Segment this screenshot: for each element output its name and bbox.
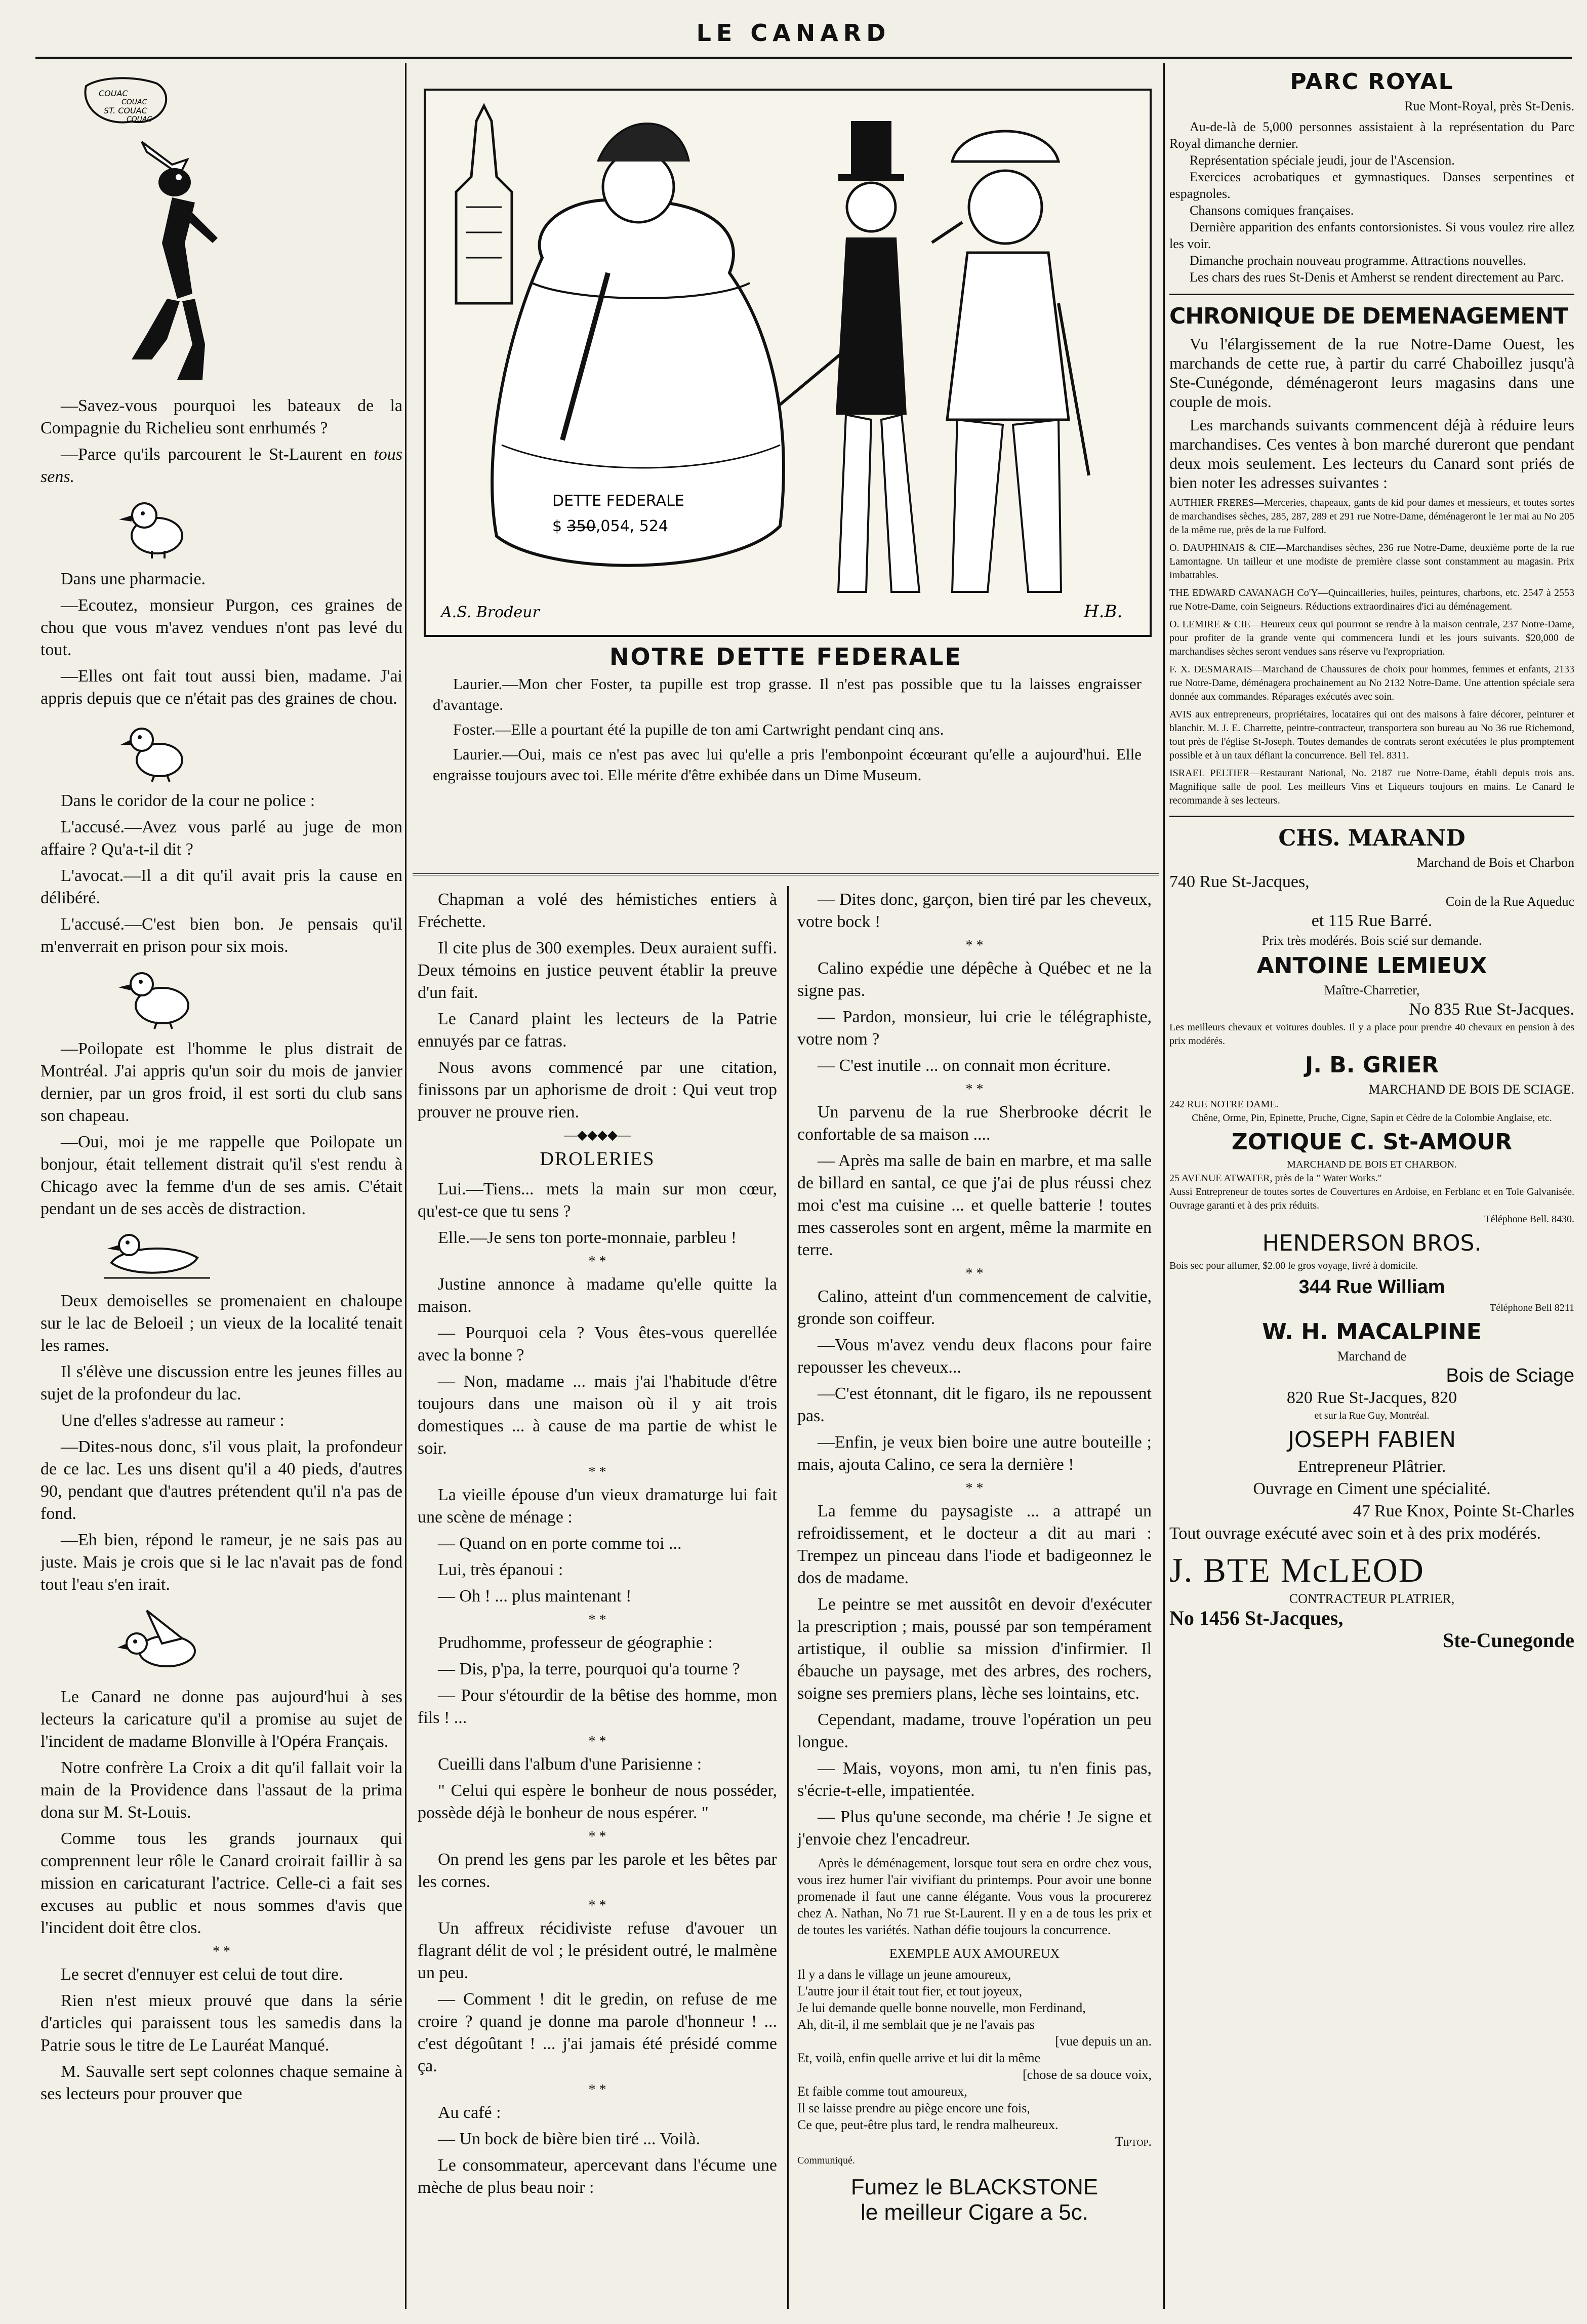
- right-sub-column: [797, 889, 1152, 2309]
- ad-line: 740 Rue St-Jacques,: [1169, 872, 1310, 891]
- ad-line: Dernière apparition des enfants contorsionistes. Si vous voulez rire allez les voir.: [1169, 220, 1574, 251]
- lemieux-ad: [1169, 953, 1574, 1048]
- separator-stars: * *: [588, 1898, 606, 1913]
- story-line: " Celui qui espère le bonheur de nous posséder, possède déjà le bonheur de nous espérer. ": [418, 1781, 777, 1822]
- poem-line: [chose de sa douce voix,: [1023, 2067, 1152, 2082]
- merchant-entry: ISRAEL PELTIER—Restaurant National, No. 2187 rue Notre-Dame, établi depuis trois ans. Magnifique salle de pool. Les meilleurs Vins et Liqueurs toujours en mains. Le Canard le recommande à ses lecteurs.: [1169, 768, 1574, 806]
- merchant-entry: O. LEMIRE & CIE—Heureux ceux qui pourront se rendre à la maison centrale, 237 Notre-Dame, pour profiter de la grande vente qui commencera lundi et les jours suivants. $20,000 de marchandises sèches seront vendues sans réserve vu l'expropriation.: [1169, 619, 1574, 657]
- story-line: M. Sauvalle sert sept colonnes chaque semaine à ses lecteurs pour prouver que: [40, 2062, 402, 2103]
- story-line: Elle.—Je sens ton porte-monnaie, parbleu !: [438, 1228, 737, 1247]
- communique-label: Communiqué.: [797, 2155, 855, 2166]
- merchant-entry: AUTHIER FRERES—Merceries, chapeaux, gants de kid pour dames et messieurs, et toutes sortes de marchandises sèches, 285, 287, 289 et 291 rue Notre-Dame, déménageront le 1er mai au No 205 de la même rue, près de la rue Fulford.: [1169, 497, 1574, 536]
- ad-heading: ANTOINE LEMIEUX: [1256, 953, 1487, 979]
- ad-line: 344 Rue William: [1298, 1276, 1445, 1298]
- ad-line: Aussi Entrepreneur de toutes sortes de Couvertures en Ardoise, en Ferblanc et en Tole Galvanisée. Ouvrage garanti et à des prix réduits.: [1169, 1186, 1574, 1211]
- ad-line: MARCHAND DE BOIS ET CHARBON.: [1287, 1159, 1457, 1170]
- masthead-rule: [35, 57, 1572, 59]
- macalpine-ad: [1169, 1319, 1574, 1423]
- story-line: —Enfin, je veux bien boire une autre bouteille ; mais, ajouta Calino, ce sera la dernière !: [797, 1433, 1152, 1474]
- separator-stars: * *: [213, 1944, 230, 1959]
- mcleod-ad: [1169, 1550, 1574, 1652]
- story-line: Justine annonce à madame qu'elle quitte la maison.: [418, 1275, 777, 1316]
- story-line: Chapman a volé des hémistiches entiers à Fréchette.: [418, 890, 777, 931]
- ad-line: Téléphone Bell 8211: [1490, 1302, 1574, 1313]
- ad-heading: HENDERSON BROS.: [1262, 1230, 1482, 1256]
- pharmacie-story: [40, 568, 402, 710]
- poem-line: Je lui demande quelle bonne nouvelle, mon Ferdinand,: [797, 2000, 1086, 2015]
- story-line: La vieille épouse d'un vieux dramaturge lui fait une scène de ménage :: [418, 1486, 777, 1527]
- ornament-divider: —◆◆◆◆—: [564, 1128, 631, 1142]
- story-line: Le consommateur, apercevant dans l'écume une mèche de plus beau noir :: [418, 2156, 777, 2197]
- story-line: Le Canard plaint les lecteurs de la Patrie ennuyés par ce fatras.: [418, 1010, 777, 1051]
- ad-line: et 115 Rue Barré.: [1311, 911, 1433, 930]
- separator-stars: * *: [588, 1734, 606, 1749]
- story-line: —Vous m'avez vendu deux flacons pour faire repousser les cheveux...: [797, 1336, 1152, 1377]
- blackstone-ad: [797, 2175, 1152, 2225]
- ad-line: Marchand de Bois et Charbon: [1416, 855, 1574, 870]
- ad-heading: J. B. GRIER: [1305, 1052, 1439, 1078]
- ad-line: 25 AVENUE ATWATER, près de la " Water Works.": [1169, 1173, 1382, 1184]
- poem-line: Ah, dit-il, il me semblait que je ne l'avais pas: [797, 2017, 1035, 2032]
- story-line: — Plus qu'une seconde, ma chérie ! Je signe et j'envoie chez l'encadreur.: [797, 1808, 1152, 1849]
- story-line: — Pour s'étourdir de la bêtise des homme, mon fils ! ...: [418, 1686, 777, 1727]
- ad-line: Bois sec pour allumer, $2.00 le gros voyage, livré à domicile.: [1169, 1260, 1418, 1271]
- merchant-entry: F. X. DESMARAIS—Marchand de Chaussures de choix pour hommes, femmes et enfants, 2133 rue Notre-Dame, déménagera prochainement au No 2132 Notre-Dame. Une attention spéciale sera donnée aux commandes. Réparages exécutés avec soin.: [1169, 664, 1574, 702]
- poem-line: Ce que, peut-être plus tard, le rendra malheureux.: [797, 2117, 1059, 2132]
- right-column: [1169, 66, 1574, 2309]
- story-line: — Non, madame ... mais j'ai l'habitude d'être toujours dans une maison où il y ait trois domestiques ... à cause de ma partie de whist le soir.: [418, 1372, 777, 1458]
- story-line: —C'est étonnant, dit le figaro, ils ne repoussent pas.: [797, 1384, 1152, 1425]
- section-divider: [413, 873, 1159, 875]
- column-divider: [405, 63, 406, 2309]
- bubble-text: COUAC: [127, 115, 152, 124]
- poilopate-story: [40, 1038, 402, 1220]
- duckling-icon: [116, 717, 192, 783]
- ad-line: Coin de la Rue Aqueduc: [1445, 894, 1574, 909]
- story-line: —Ecoutez, monsieur Purgon, ces graines de chou que vous m'avez vendues n'ont pas levé du tout.: [40, 596, 402, 659]
- story-line: Prudhomme, professeur de géographie :: [438, 1633, 713, 1652]
- joke-question: —Savez-vous pourquoi les bateaux de la Compagnie du Richelieu sont enrhumés ?: [40, 396, 402, 437]
- story-line: Un parvenu de la rue Sherbrooke décrit le confortable de sa maison ....: [797, 1103, 1152, 1144]
- story-line: Deux demoiselles se promenaient en chaloupe sur le lac de Beloeil ; un vieux de la localité tenait les rames.: [40, 1292, 402, 1355]
- story-line: — Oh ! ... plus maintenant !: [438, 1587, 632, 1606]
- artist-signature: A.S. Brodeur: [441, 604, 540, 621]
- poem-line: Il se laisse prendre au piège encore une fois,: [797, 2101, 1030, 2115]
- poem-line: L'autre jour il était tout fier, et tout joyeux,: [797, 1984, 1023, 1998]
- ad-line: Les meilleurs chevaux et voitures doubles. Il y a place pour prendre 40 chevaux en pension à des prix modérés.: [1169, 1022, 1574, 1047]
- ad-line: Bois de Sciage: [1446, 1365, 1574, 1386]
- story-line: —Poilopate est l'homme le plus distrait de Montréal. J'ai appris qu'un soir du mois de janvier dernier, par un gros froid, il est sorti du club sans son chapeau.: [40, 1039, 402, 1125]
- story-line: — Pardon, monsieur, lui crie le télégraphiste, votre nom ?: [797, 1008, 1152, 1049]
- bubble-text: ST. COUAC: [104, 106, 147, 115]
- center-column: [413, 66, 1159, 2309]
- marand-ad: [1169, 825, 1574, 949]
- ad-line: 47 Rue Knox, Pointe St-Charles: [1353, 1502, 1574, 1520]
- ad-line: Chansons comiques françaises.: [1190, 203, 1354, 218]
- story-line: La femme du paysagiste ... a attrapé un refroidissement, et le docteur a dit au mari : Trempez un pinceau dans l'iode et badigeonnez le dos de madame.: [797, 1502, 1152, 1587]
- ad-line: No 835 Rue St-Jacques.: [1409, 1000, 1574, 1019]
- story-line: —Oui, moi je me rappelle que Poilopate un bonjour, était tellement distrait qu'il s'est rendu à Chicago avec la femme d'un de ses amis. C'était pendant un de ses accès de distraction.: [40, 1133, 402, 1218]
- story-line: Lui, très épanoui :: [438, 1560, 563, 1579]
- ad-heading: ZOTIQUE C. St-AMOUR: [1231, 1129, 1513, 1155]
- henderson-ad: [1169, 1230, 1574, 1315]
- story-line: L'avocat.—Il a dit qu'il avait pris la cause en délibéré.: [40, 866, 402, 907]
- dialog-line: Laurier.—Mon cher Foster, ta pupille est trop grasse. Il n'est pas possible que tu la laisses engraisser d'avantage.: [433, 675, 1142, 713]
- political-cartoon: [424, 89, 1152, 637]
- ad-heading: J. BTE McLEOD: [1169, 1551, 1425, 1589]
- ad-line: 820 Rue St-Jacques, 820: [1286, 1388, 1457, 1407]
- artist-signature: H.B.: [1084, 602, 1123, 622]
- story-line: Lui.—Tiens... mets la main sur mon cœur, qu'est-ce que tu sens ?: [418, 1180, 777, 1221]
- story-line: — Pourquoi cela ? Vous êtes-vous querellée avec la bonne ?: [418, 1324, 777, 1365]
- story-line: —Eh bien, répond le rameur, je ne sais pas au juste. Mais je crois que si le lac n'avait pas de fond tout l'eau s'en irait.: [40, 1531, 402, 1594]
- story-line: Dans le coridor de la cour ne police :: [61, 791, 315, 810]
- ad-line: Maître-Charretier,: [1324, 983, 1420, 997]
- nathan-ad: Après le déménagement, lorsque tout sera en ordre chez vous, vous irez humer l'air vivifiant du printemps. Pour avoir une bonne promenade il faut une canne élégante. Vous vous la procurerez chez A. Nathan, No 71 rue St-Laurent. Il y en a de tous les prix et de toutes les variétés. Nathan défie toujours la concurrence.: [797, 1856, 1152, 1937]
- story-line: Il cite plus de 300 exemples. Deux auraient suffi. Deux témoins en justice peuvent établir la preuve d'un fait.: [418, 939, 777, 1002]
- separator-stars: * *: [965, 1480, 984, 1496]
- gown-label: DETTE FEDERALE: [552, 492, 684, 510]
- story-line: On prend les gens par les parole et les bêtes par les cornes.: [418, 1850, 777, 1891]
- ad-line: Les chars des rues St-Denis et Amherst se rendent directement au Parc.: [1190, 270, 1564, 285]
- joke-answer: —Parce qu'ils parcourent le St-Laurent en tous sens.: [40, 445, 402, 486]
- ad-line: Représentation spéciale jeudi, jour de l'Ascension.: [1190, 153, 1455, 168]
- dialog-line: Laurier.—Oui, mais ce n'est pas avec lui qu'elle a pris l'embonpoint écœurant qu'elle a aujourd'hui. Elle engraisse toujours avec toi. Elle mérite d'être exhibée dans un Dime Museum.: [433, 745, 1142, 784]
- column-divider: [787, 886, 789, 2309]
- duck-swimming-icon: [101, 1227, 213, 1283]
- poem-line: Et, voilà, enfin quelle arrive et lui dit la même: [797, 2051, 1041, 2065]
- cartoon-title: NOTRE DETTE FEDERALE: [609, 643, 962, 670]
- story-line: — C'est inutile ... on connait mon écriture.: [818, 1056, 1111, 1075]
- ad-line: le meilleur Cigare a 5c.: [861, 2200, 1088, 2225]
- gown-amount: $ 3̶5̶0̶,054, 524: [552, 517, 669, 535]
- parc-royal-ad: [1169, 69, 1574, 286]
- story-line: — Après ma salle de bain en marbre, et ma salle de billard en santal, ce que j'ai de plus réussi chez moi c'est ma cuisine ... et quelle batterie ! toutes mes casseroles sont en argent, même la marmite en terre.: [797, 1151, 1152, 1259]
- ad-heading: PARC ROYAL: [1290, 69, 1454, 95]
- fabien-ad: [1169, 1427, 1574, 1545]
- story-line: Vu l'élargissement de la rue Notre-Dame Ouest, les marchands de cette rue, à partir du carré Chaboillez jusqu'à Ste-Cunégonde, déménageront leurs magasins dans une couple de mois.: [1169, 335, 1574, 411]
- ad-line: Marchand de: [1337, 1349, 1407, 1364]
- ad-heading: W. H. MACALPINE: [1262, 1319, 1482, 1345]
- ad-line: Ouvrage en Ciment une spécialité.: [1253, 1479, 1491, 1498]
- separator-stars: * *: [588, 1829, 606, 1845]
- poem-signature: Tiptop.: [1115, 2134, 1152, 2149]
- story-line: L'accusé.—C'est bien bon. Je pensais qu'il m'enverrait en prison pour six mois.: [40, 915, 402, 956]
- story-line: Dans une pharmacie.: [61, 570, 206, 588]
- zotique-ad: [1169, 1129, 1574, 1226]
- ad-line: MARCHAND DE BOIS DE SCIAGE.: [1368, 1082, 1574, 1097]
- story-line: Le Canard ne donne pas aujourd'hui à ses lecteurs la caricature qu'il a promise au sujet de l'incident de madame Blonville à l'Opéra Français.: [40, 1688, 402, 1751]
- story-line: — Dis, p'pa, la terre, pourquoi qu'a tourne ?: [438, 1660, 740, 1678]
- story-line: Le peintre se met aussitôt en devoir d'exécuter la prescription ; mais, poussé par son tempérament artistique, il oublie sa mission d'infirmier. Il ébauche un paysage, met des arbres, des rochers, soigne ses premiers plans, lèche ses lointains, etc.: [797, 1595, 1152, 1703]
- canard-editorial: [40, 1686, 402, 2105]
- ad-line: Fumez le BLACKSTONE: [850, 2175, 1098, 2199]
- ad-line: Téléphone Bell. 8430.: [1484, 1214, 1574, 1225]
- left-column: [40, 66, 402, 2309]
- ad-heading: CHS. MARAND: [1278, 825, 1466, 851]
- ad-line: et sur la Rue Guy, Montréal.: [1314, 1410, 1430, 1421]
- cartoon-illustration: [426, 91, 1150, 635]
- duck-horn-icon: [71, 76, 238, 390]
- bubble-text: COUAC: [99, 89, 128, 98]
- story-line: Nous avons commencé par une citation, finissons par un aphorisme de droit : Qui veut trop prouver ne prouve rien.: [418, 1058, 777, 1121]
- story-line: — Comment ! dit le gredin, on refuse de me croire ? quand je donne ma parole d'honneur ! ... c'est dégoûtant ! ... j'ai jamais été présidé comme ça.: [418, 1990, 777, 2075]
- story-line: — Dites donc, garçon, bien tiré par les cheveux, votre bock !: [797, 890, 1152, 931]
- merchant-entry: THE EDWARD CAVANAGH Co'Y—Quincailleries, huiles, peintures, charbons, etc. 2547 à 2553 rue Notre-Dame, coin Seigneurs. Réductions extraordinaires d'ici au déménagement.: [1169, 587, 1574, 612]
- story-line: Le secret d'ennuyer est celui de tout dire.: [61, 1965, 343, 1984]
- story-line: Rien n'est mieux prouvé que dans la série d'articles qui paraissent tous les samedis dans la Patrie sous le titre de Le Lauréat Manqué.: [40, 1991, 402, 2055]
- story-line: Il s'élève une discussion entre les jeunes filles au sujet de la profondeur du lac.: [40, 1363, 402, 1404]
- chronique-section: [1169, 303, 1574, 808]
- masthead: [0, 0, 1587, 61]
- story-line: Les marchands suivants commencent déjà à réduire leurs marchandises. Ces ventes à bon marché dureront que pendant deux mois seulement. Les lecteurs du Canard sont priés de bien noter les adresses suivantes :: [1169, 416, 1574, 492]
- beloeil-story: [40, 1290, 402, 1596]
- ad-line: Tout ouvrage exécuté avec soin et à des prix modérés.: [1169, 1524, 1541, 1543]
- story-line: L'accusé.—Avez vous parlé au juge de mon affaire ? Qu'a-t-il dit ?: [40, 818, 402, 859]
- separator-stars: * *: [588, 1254, 606, 1269]
- story-line: Notre confrère La Croix a dit qu'il fallait voir la main de la Providence dans l'assaut de la prima dona sur M. St-Louis.: [40, 1758, 402, 1822]
- story-line: —Dites-nous donc, s'il vous plait, la profondeur de ce lac. Les uns disent qu'il a 40 pieds, d'autres 90, pendant que d'autres prétendent qu'il n'a pas de fond.: [40, 1437, 402, 1523]
- story-line: Une d'elles s'adresse au rameur :: [61, 1411, 284, 1430]
- separator-stars: * *: [588, 2082, 606, 2098]
- section-heading: DROLERIES: [540, 1148, 655, 1170]
- ad-line: Ste-Cunegonde: [1442, 1629, 1574, 1652]
- bubble-text: COUAC: [121, 98, 147, 106]
- story-line: Calino, atteint d'un commencement de calvitie, gronde son coiffeur.: [797, 1287, 1152, 1328]
- ad-line: CONTRACTEUR PLATRIER,: [1289, 1591, 1455, 1606]
- section-heading: CHRONIQUE DE DEMENAGEMENT: [1169, 303, 1568, 329]
- story-line: — Mais, voyons, mon ami, tu n'en finis pas, s'écrie-t-elle, impatientée.: [797, 1759, 1152, 1800]
- ad-line: No 1456 St-Jacques,: [1169, 1607, 1344, 1629]
- merchant-entry: O. DAUPHINAIS & CIE—Marchandises sèches, 236 rue Notre-Dame, deuxième porte de la rue Lamontagne. Un tailleur et une modiste de première classe sont constamment au magasin. Prix imbattables.: [1169, 542, 1574, 581]
- separator-stars: * *: [965, 938, 984, 953]
- story-line: Calino expédie une dépêche à Québec et ne la signe pas.: [797, 959, 1152, 1000]
- duck-icon: [116, 965, 197, 1031]
- poem-line: Et faible comme tout amoureux,: [797, 2084, 967, 2099]
- column-divider: [1163, 63, 1165, 2309]
- ad-line: Chêne, Orme, Pin, Epinette, Pruche, Cigne, Sapin et Cèdre de la Colombie Anglaise, etc.: [1192, 1112, 1552, 1124]
- story-line: Cependant, madame, trouve l'opération un peu longue.: [797, 1710, 1152, 1751]
- story-line: Au café :: [438, 2103, 501, 2122]
- ad-line: Exercices acrobatiques et gymnastiques. Danses serpentines et espagnoles.: [1169, 170, 1574, 201]
- separator-stars: * *: [965, 1081, 984, 1097]
- separator-stars: * *: [965, 1266, 984, 1281]
- ad-divider: [1169, 294, 1574, 295]
- ad-address: Rue Mont-Royal, près St-Denis.: [1404, 99, 1574, 113]
- ad-heading: JOSEPH FABIEN: [1287, 1427, 1456, 1453]
- ad-line: Prix très modérés. Bois scié sur demande.: [1262, 933, 1482, 948]
- droleries-column: [418, 889, 777, 2309]
- separator-stars: * *: [588, 1464, 606, 1480]
- ad-line: Entrepreneur Plâtrier.: [1297, 1457, 1446, 1476]
- duck-icon: [116, 495, 192, 561]
- poem-title: EXEMPLE AUX AMOUREUX: [889, 1946, 1060, 1961]
- duck-flying-icon: [116, 1603, 218, 1679]
- ad-line: Dimanche prochain nouveau programme. Attractions nouvelles.: [1190, 253, 1526, 268]
- story-line: Un affreux récidiviste refuse d'avouer un flagrant délit de vol ; le président outré, le malmène un peu.: [418, 1919, 777, 1982]
- story-line: Comme tous les grands journaux qui comprennent leur rôle le Canard croirait faillir à sa mission en caricaturant l'actrice. Celle-ci a fait ses excuses au public et nous sommes d'avis que l'incident doit être clos.: [40, 1829, 402, 1937]
- dialog-line: Foster.—Elle a pourtant été la pupille de ton ami Cartwright pendant cinq ans.: [453, 720, 944, 738]
- story-line: —Elles ont fait tout aussi bien, madame. J'ai appris depuis que ce n'était pas des graines de chou.: [40, 667, 402, 708]
- newspaper-title: LE CANARD: [696, 19, 891, 47]
- grier-ad: [1169, 1052, 1574, 1125]
- story-line: — Un bock de bière bien tiré ... Voilà.: [438, 2130, 701, 2148]
- ad-line: Au-de-là de 5,000 personnes assistaient à la représentation du Parc Royal dimanche dernier.: [1169, 119, 1574, 151]
- story-line: — Quand on en porte comme toi ...: [438, 1534, 682, 1553]
- merchant-entry: AVIS aux entrepreneurs, propriétaires, locataires qui ont des maisons à faire décorer, peinturer et blanchir. M. J. E. Charrette, peintre-contracteur, transportera son bureau au No 36 rue Richemond, tout près de l'église St-Joseph. Toutes demandes de contrats seront exécutées le plus promptement possible et à un taux défiant la concurrence. Bell Tel. 8311.: [1169, 709, 1574, 761]
- poem-line: Il y a dans le village un jeune amoureux,: [797, 1967, 1011, 1982]
- poem-line: [vue depuis un an.: [1055, 2034, 1152, 2049]
- police-story: [40, 790, 402, 958]
- poem: [797, 1966, 1152, 2133]
- cartoon-dialog: [433, 673, 1142, 789]
- story-line: Cueilli dans l'album d'une Parisienne :: [438, 1755, 702, 1774]
- ad-line: 242 RUE NOTRE DAME.: [1169, 1099, 1279, 1110]
- ad-divider: [1169, 816, 1574, 817]
- separator-stars: * *: [588, 1612, 606, 1628]
